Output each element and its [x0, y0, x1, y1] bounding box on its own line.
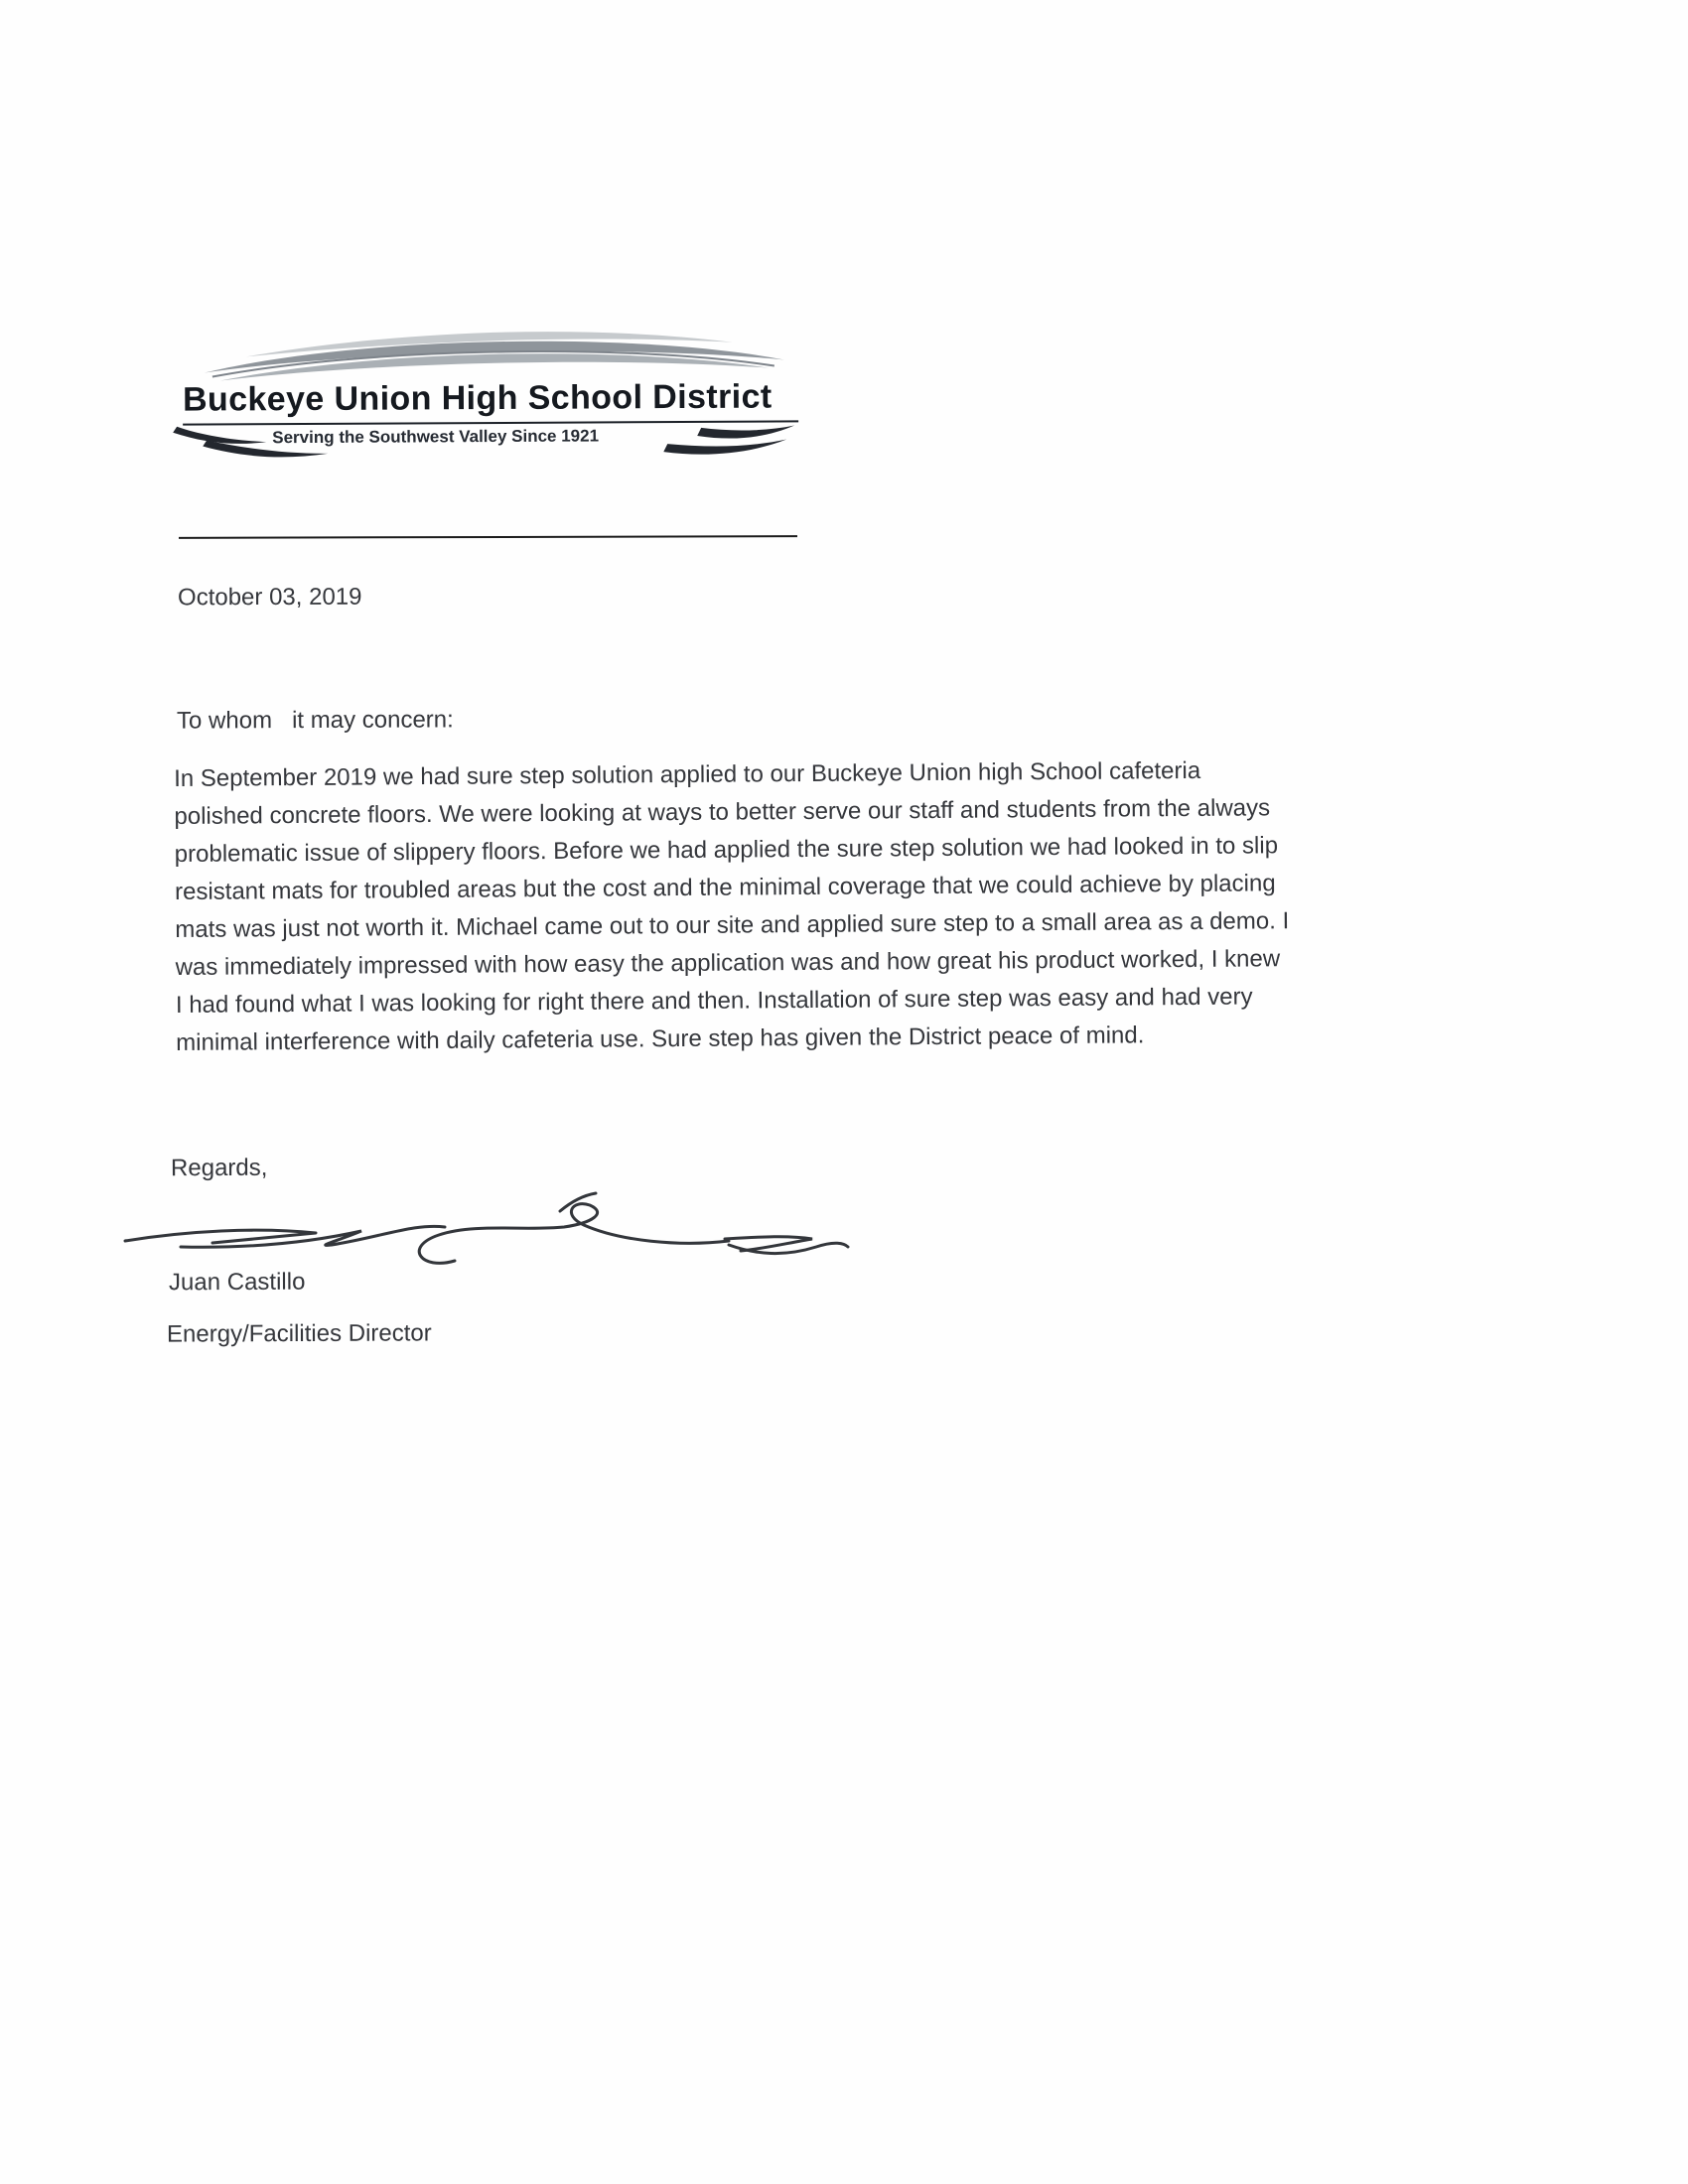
district-tagline: Serving the Southwest Valley Since 1921	[272, 426, 600, 448]
district-logo	[177, 326, 821, 468]
closing-regards: Regards,	[170, 1154, 268, 1182]
body-line: mats was just not worth it. Michael came out to our site and applied sure step to a small area as a demo. I	[175, 907, 1290, 943]
salutation: To whom it may concern:	[176, 706, 454, 735]
body-line: polished concrete floors. We were looking at ways to better serve our staff and students from the always	[174, 794, 1271, 830]
body-line: was immediately impressed with how easy the application was and how great his product worked, I knew	[175, 945, 1281, 981]
body-line: minimal interference with daily cafeteria use. Sure step has given the District peace of mind.	[176, 1022, 1145, 1056]
letter-body	[174, 751, 1437, 1062]
body-line: In September 2019 we had sure step solution applied to our Buckeye Union high School cafeteria	[174, 756, 1201, 792]
signer-title: Energy/Facilities Director	[166, 1319, 432, 1348]
district-name: Buckeye Union High School District	[183, 377, 798, 425]
body-line: I had found what I was looking for right there and then. Installation of sure step was easy and had very	[175, 983, 1253, 1019]
letter-date: October 03, 2019	[177, 583, 362, 612]
signer-name: Juan Castillo	[168, 1268, 306, 1297]
body-line: problematic issue of slippery floors. Before we had applied the sure step solution we had looked in to slip	[174, 832, 1279, 868]
body-line: resistant mats for troubled areas but the cost and the minimal coverage that we could achieve by placing	[174, 870, 1276, 905]
header-divider	[179, 535, 797, 539]
